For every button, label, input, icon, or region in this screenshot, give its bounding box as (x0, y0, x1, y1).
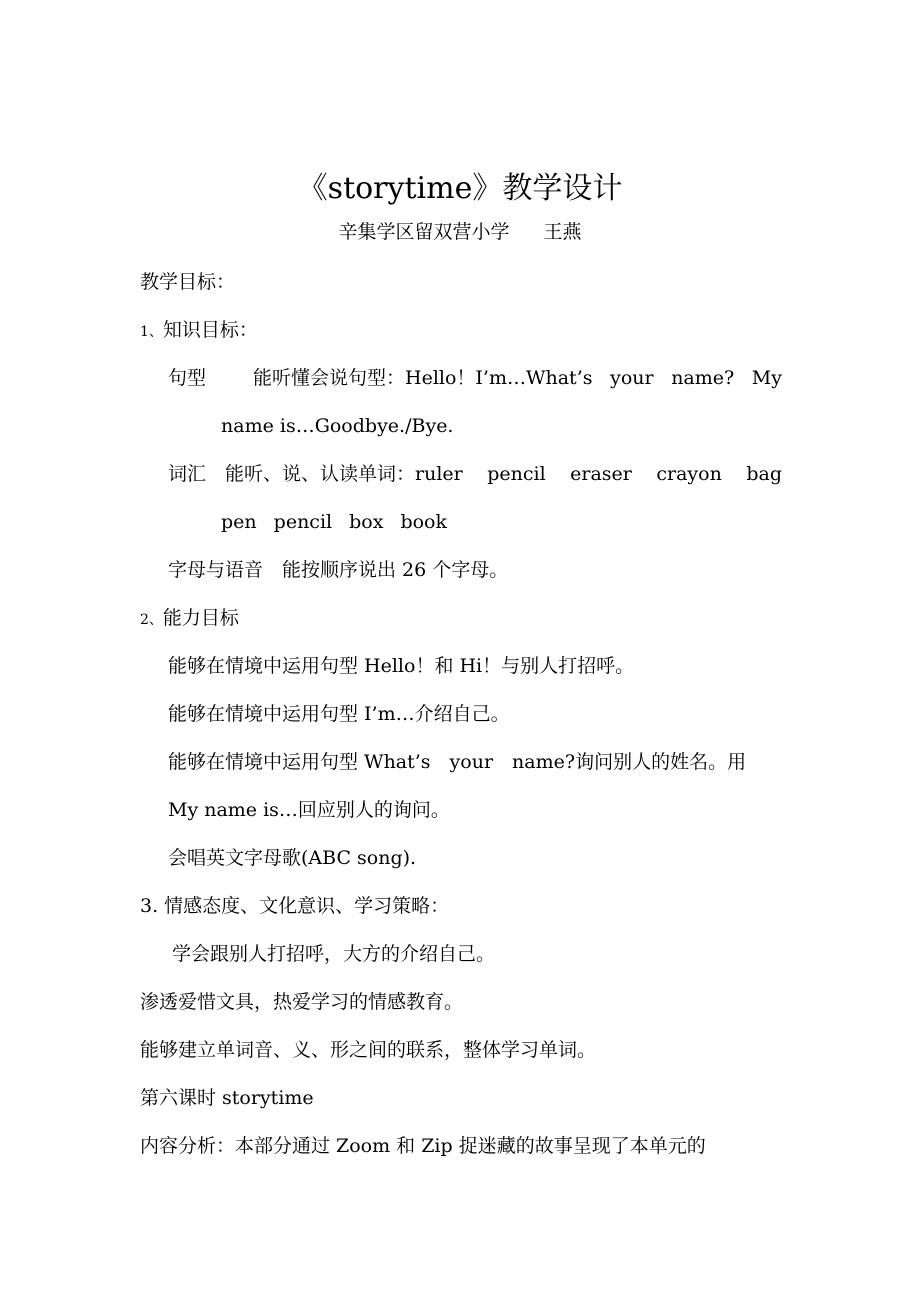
vocab-seg: crayon (656, 463, 722, 485)
author-line (0, 220, 920, 244)
ability-heading: 能力目标 (162, 607, 239, 629)
objectives-heading: 教学目标： (140, 271, 236, 293)
emotion-item: 渗透爱惜文具，热爱学习的情感教育。 (140, 991, 464, 1013)
emotion-heading: 3. 情感态度、文化意识、学习策略： (140, 895, 450, 917)
ability-heading-line (140, 606, 239, 632)
vocab-seg: eraser (570, 463, 632, 485)
emotion-item: 能够建立单词音、义、形之间的联系，整体学习单词。 (140, 1039, 597, 1061)
vocab-seg: pencil (273, 511, 333, 533)
document-title: 《storytime》教学设计 (297, 171, 623, 206)
letters-line: 字母与语音 能按顺序说出 26 个字母。 (168, 559, 509, 581)
knowledge-heading-line (140, 318, 258, 344)
ability-item: 会唱英文字母歌(ABC song). (168, 847, 417, 869)
vocab-label: 词汇 (168, 463, 207, 485)
sentence-line-2: name is…Goodbye./Bye. (221, 415, 454, 437)
vocab-line-2 (221, 510, 447, 534)
lesson-heading: 第六课时 storytime (140, 1087, 314, 1109)
knowledge-number: 1、 (140, 324, 163, 340)
sentence-seg: your (610, 367, 654, 389)
vocab-seg: box (349, 511, 384, 533)
sentence-label: 句型 (168, 367, 207, 389)
sentence-line-1 (253, 366, 782, 390)
vocab-seg: pen (221, 511, 257, 533)
ability-item: 能够在情境中运用句型 What’s your name?询问别人的姓名。用 (168, 751, 747, 773)
sentence-seg: name? (671, 367, 735, 389)
ability-item: 能够在情境中运用句型 Hello！和 Hi！与别人打招呼。 (168, 655, 635, 677)
author-school: 辛集学区留双营小学 (338, 221, 510, 243)
author-name: 王燕 (543, 221, 582, 243)
content-analysis: 内容分析：本部分通过 Zoom 和 Zip 捉迷藏的故事呈现了本单元的 (140, 1135, 706, 1157)
ability-number: 2、 (140, 612, 163, 628)
knowledge-heading: 知识目标： (162, 319, 258, 341)
sentence-seg: My (751, 367, 782, 389)
emotion-item: 学会跟别人打招呼，大方的介绍自己。 (172, 943, 496, 965)
vocab-seg: pencil (487, 463, 546, 485)
sentence-seg: 能听懂会说句型：Hello！I’m…What’s (253, 367, 593, 389)
vocab-seg: book (400, 511, 447, 533)
ability-item: My name is…回应别人的询问。 (168, 799, 450, 821)
ability-item: 能够在情境中运用句型 I’m…介绍自己。 (168, 703, 510, 725)
vocab-line-1 (225, 462, 782, 486)
vocab-seg: bag (746, 463, 782, 485)
vocab-seg: 能听、说、认读单词：ruler (225, 463, 463, 485)
